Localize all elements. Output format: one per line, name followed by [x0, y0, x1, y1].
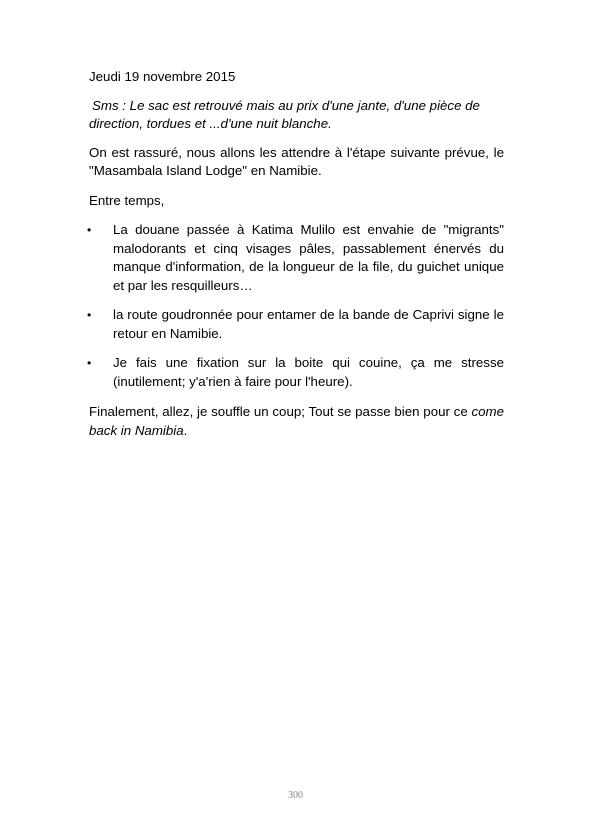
final-text-end: . — [183, 422, 188, 438]
sms-message: Sms : Le sac est retrouvé mais au prix d'une jante, d'une pièce de direction, tordues et ...d'une nuit blanche. — [89, 97, 480, 131]
document-body — [89, 68, 504, 451]
list-item — [89, 306, 504, 343]
page-number: 300 — [288, 790, 303, 801]
bullet-icon: • — [87, 308, 92, 322]
bullet-text: La douane passée à Katima Mulilo est envahie de "migrants" malodorants et cinq visages pâles, passablement énervés du manque d'information, de la longueur de la file, du guichet unique et par les resquilleurs… — [113, 222, 504, 293]
bullet-list — [89, 221, 504, 391]
entry-date: Jeudi 19 novembre 2015 — [89, 69, 236, 84]
final-text-italic: come back in Namibia — [89, 404, 504, 438]
paragraph-reassured: On est rassuré, nous allons les attendre à l'étape suivante prévue, le "Masambala Island Lodge" en Namibie. — [89, 144, 504, 178]
list-item — [89, 354, 504, 391]
list-item — [89, 221, 504, 295]
final-text-start: Finalement, allez, je souffle un coup; Tout se passe bien pour ce — [89, 404, 472, 419]
paragraph-meanwhile: Entre temps, — [89, 192, 165, 208]
bullet-icon: • — [87, 356, 92, 370]
bullet-icon: • — [87, 223, 92, 237]
bullet-text: la route goudronnée pour entamer de la bande de Caprivi signe le retour en Namibie. — [113, 307, 504, 341]
paragraph-final — [89, 403, 504, 440]
bullet-text: Je fais une fixation sur la boite qui couine, ça me stresse (inutilement; y'a'rien à faire pour l'heure). — [113, 355, 504, 389]
